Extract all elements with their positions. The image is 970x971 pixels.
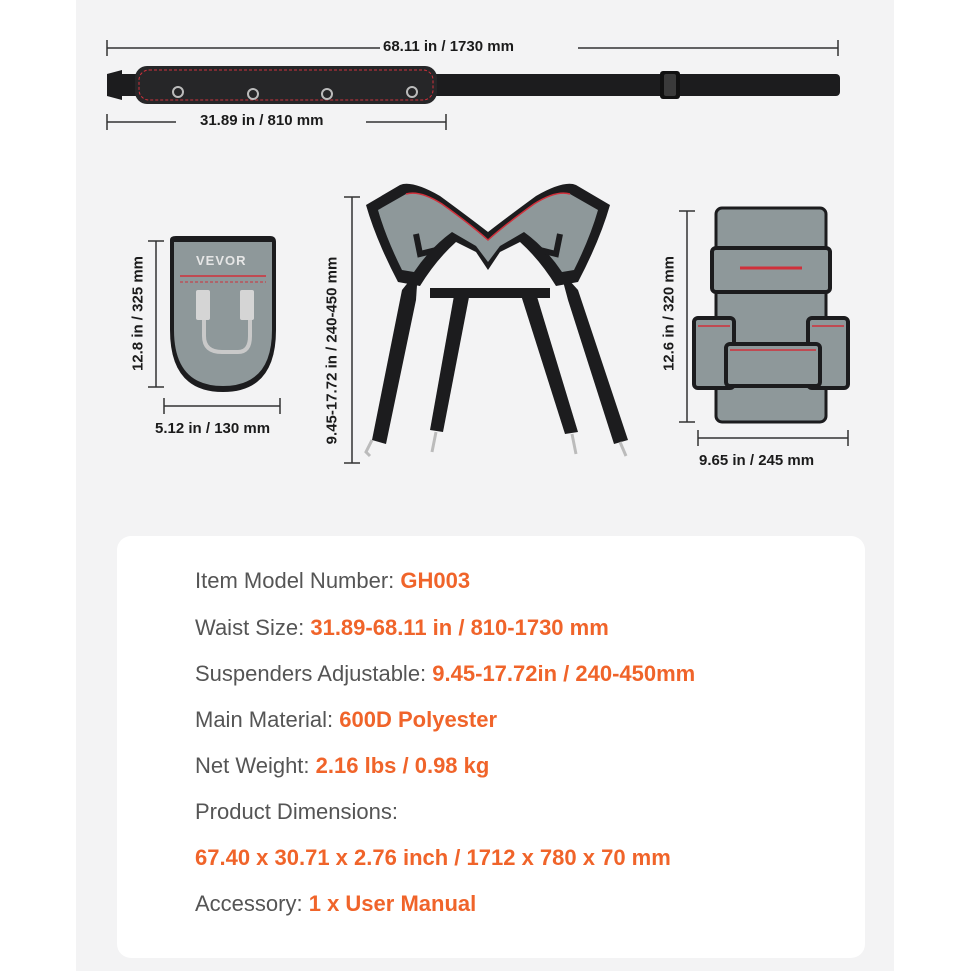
spec-value: 31.89-68.11 in / 810-1730 mm: [310, 615, 609, 640]
suspender-length-dimension-label: 9.45-17.72 in / 240-450 mm: [323, 256, 341, 445]
spec-label: Product Dimensions:: [195, 799, 398, 824]
spec-row-waist: [195, 615, 609, 641]
suspenders-image: [344, 184, 628, 463]
spec-label: Accessory:: [195, 891, 303, 916]
tool-pouch-image: [679, 208, 848, 446]
spec-value: 2.16 lbs / 0.98 kg: [315, 753, 490, 778]
spec-row-material: [195, 707, 497, 733]
spec-row-accessory: [195, 891, 476, 917]
belt-pad-dimension-label: 31.89 in / 810 mm: [200, 112, 324, 129]
holder-width-dimension-label: 5.12 in / 130 mm: [155, 420, 271, 437]
spec-value: GH003: [400, 568, 471, 593]
spec-row-weight: [195, 753, 489, 779]
spec-value: 600D Polyester: [339, 707, 498, 732]
pouch-width-dimension-label: 9.65 in / 245 mm: [699, 452, 815, 469]
spec-label: Net Weight:: [195, 753, 310, 778]
spec-row-dimensions-value: [195, 845, 671, 871]
spec-value: 67.40 x 30.71 x 2.76 inch / 1712 x 780 x 70 mm: [195, 845, 671, 870]
spec-value: 1 x User Manual: [308, 891, 477, 916]
tool-belt-image: [107, 66, 840, 104]
spec-row-dimensions-label: [195, 799, 398, 825]
spec-value: 9.45-17.72in / 240-450mm: [432, 661, 696, 686]
spec-label: Waist Size:: [195, 615, 305, 640]
spec-label: Suspenders Adjustable:: [195, 661, 427, 686]
spec-label: Item Model Number:: [195, 568, 395, 593]
spec-row-suspenders: [195, 661, 695, 687]
belt-full-dimension-label: 68.11 in / 1730 mm: [383, 38, 514, 55]
brand-logo: VEVOR: [196, 253, 247, 268]
holder-height-dimension-label: 12.8 in / 325 mm: [129, 255, 147, 372]
pouch-height-dimension-label: 12.6 in / 320 mm: [660, 255, 678, 372]
spec-label: Main Material:: [195, 707, 334, 732]
spec-row-model: [195, 568, 470, 594]
